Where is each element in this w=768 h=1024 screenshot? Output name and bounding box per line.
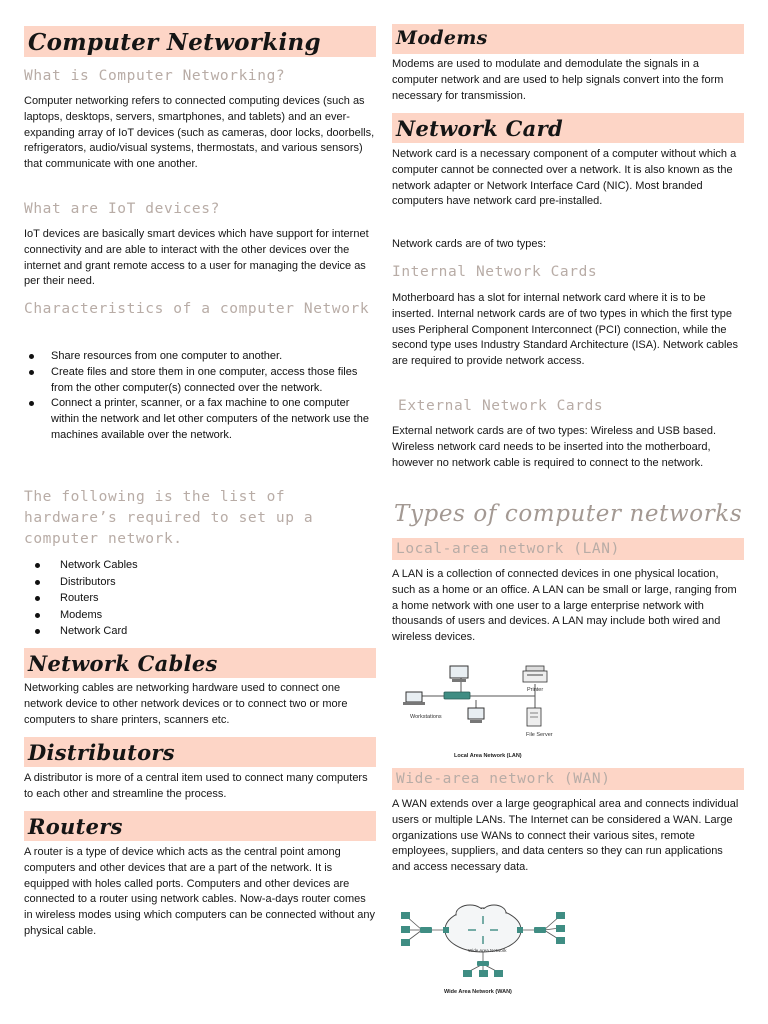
list-item: Routers [24, 590, 376, 607]
wan-band [392, 768, 744, 790]
what-heading: What is Computer Networking? [24, 68, 286, 84]
wan-heading: Wide-area network (WAN) [396, 771, 611, 787]
cloud-icon [445, 905, 521, 952]
file-server-icon [527, 708, 541, 726]
iot-heading: What are IoT devices? [24, 201, 220, 217]
internal-cards-heading: Internal Network Cards [392, 264, 598, 280]
hub-icon [444, 692, 470, 699]
printer-label: Printer [527, 687, 544, 693]
list-item: Share resources from one computer to another. [24, 349, 376, 365]
modems-title: Modems [396, 27, 488, 49]
characteristics-list [24, 349, 376, 444]
title-band [24, 26, 376, 57]
modems-band [392, 24, 744, 54]
list-item: Network Cables [24, 557, 376, 574]
cables-text: Networking cables are networking hardware used to connect one network device to other network devices or to connect two or more computers to share printers, scanners etc. [24, 682, 348, 726]
internal-cards-text: Motherboard has a slot for internal network card where it is to be inserted. Internal network cards are of two types in which the first type uses Peripheral Component Interconnect (PCI) connection, while the second type uses Industry Standard Architecture (ISA). Network cables are required to provide network access. [392, 292, 739, 368]
modems-text: Modems are used to modulate and demodulate the signals in a computer network and are used to help signals convert into the form necessary for transmission. [392, 58, 724, 102]
page-title: Computer Networking [28, 29, 321, 56]
list-item: Modems [24, 607, 376, 624]
network-card-band [392, 113, 744, 143]
characteristics-heading: Characteristics of a computer Network [24, 301, 370, 317]
file-server-label: File Server [526, 732, 553, 738]
cables-band [24, 648, 376, 678]
wan-diagram [398, 898, 568, 998]
list-item: Create files and store them in one computer, access those files from the other computer(s) connected over the network. [24, 365, 376, 397]
list-item: Distributors [24, 574, 376, 591]
list-item: Connect a printer, scanner, or a fax machine to one computer within the network and let other computers of the network use the machines available over the network. [24, 396, 376, 443]
wan-text: A WAN extends over a large geographical area and connects individual users or multiple LANs. The Internet can be considered a WAN. Large organizations use WANs to connect their various sites, remote employees, suppliers, and data centers so they can run applications and access necessary data. [392, 798, 739, 874]
wan-caption: Wide Area Network (WAN) [444, 989, 512, 995]
routers-text: A router is a type of device which acts as the central point among computers and other devices that are a part of the network. It is equipped with holes called ports. Computers and other devices are connected to a router using network cables. Now-a-days router comes in wireless modes using which computers can be connected without any physical cable. [24, 846, 375, 937]
lan-band [392, 538, 744, 560]
hardware-heading: The following is the list of hardware’s required to set up a computer network. [24, 489, 314, 547]
lan-caption: Local Area Network (LAN) [454, 753, 522, 759]
cables-title: Network Cables [28, 651, 218, 676]
external-cards-text: External network cards are of two types: Wireless and USB based. Wireless network card needs to be inserted into the motherboard, however no network cable is required to connect to the network. [392, 425, 717, 469]
hardware-list [24, 557, 376, 640]
distributors-band [24, 737, 376, 767]
lan-heading: Local-area network (LAN) [396, 541, 620, 557]
distributors-text: A distributor is more of a central item used to connect many computers to each other and streamline the process. [24, 772, 368, 800]
cloud-label: Wide Area Network [468, 948, 507, 953]
printer-icon [523, 666, 547, 682]
iot-text: IoT devices are basically smart devices which have support for internet connectivity and are able to interact with the other devices over the internet and grant remote access to a user for managing the device as per their need. [24, 228, 369, 288]
what-text: Computer networking refers to connected computing devices (such as laptops, desktops, servers, smartphones, and tablets) and an ever-expanding array of IoT devices (such as cameras, door locks, doorbells, refrigerators, audio/visual systems, thermostats, and various sensors) that communicate with one another. [24, 95, 375, 171]
lan-diagram [398, 660, 568, 762]
types-heading: Types of computer networks [394, 501, 743, 527]
card-types-text: Network cards are of two types: [392, 238, 547, 250]
list-item: Network Card [24, 623, 376, 640]
external-cards-heading: External Network Cards [398, 398, 604, 414]
network-card-text: Network card is a necessary component of a computer without which a computer cannot be connected over a network. It is also known as the network adapter or Network Interface Card (NIC). Most branded computers have network card pre-installed. [392, 148, 737, 208]
routers-band [24, 811, 376, 841]
distributors-title: Distributors [28, 740, 175, 765]
lan-text: A LAN is a collection of connected devices in one physical location, such as a home or an office. A LAN can be small or large, ranging from a home network with one user to a large enterprise network with thousands of users and devices. A LAN may include both wired and wireless devices. [392, 568, 737, 644]
routers-title: Routers [28, 814, 123, 839]
network-card-title: Network Card [396, 116, 563, 141]
workstations-label: Workstations [410, 714, 442, 720]
